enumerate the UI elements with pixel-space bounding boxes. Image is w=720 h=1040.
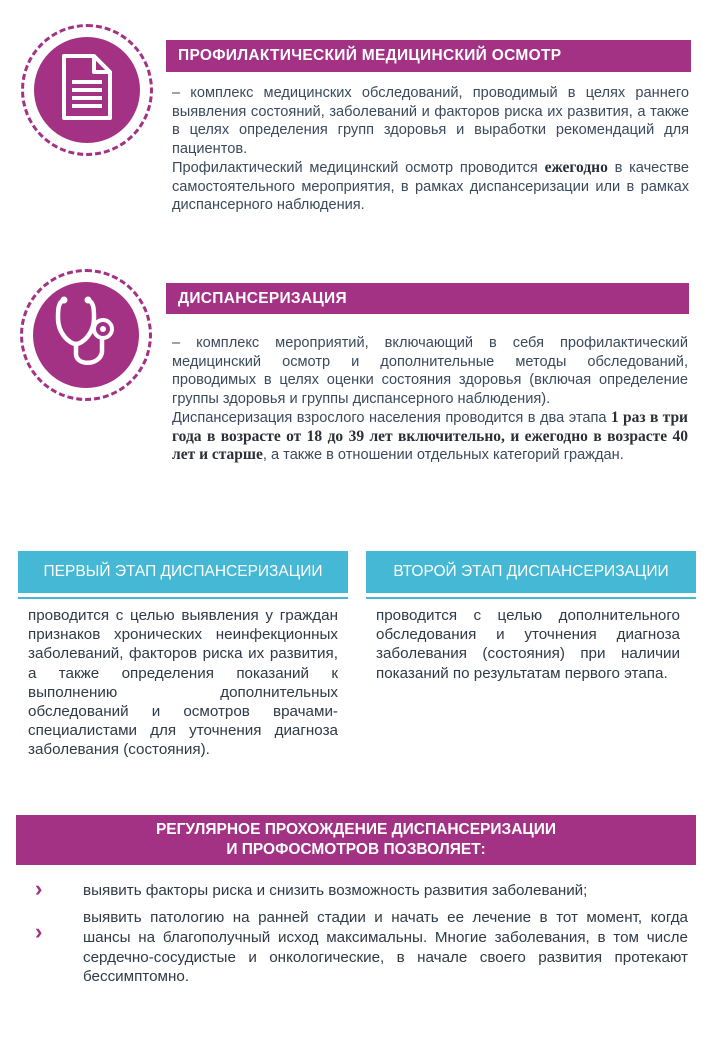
section2-text (172, 334, 688, 465)
stage1-underline (18, 597, 348, 599)
benefits-banner (16, 815, 696, 865)
benefit-item-2: выявить патологию на ранней стадии и начать ее лечение в тот момент, когда шансы на благополучный исход максимальны. Многие заболевания, в том числе сердечно-сосудистые и онкологические, в начале своего развития протекают бессимптомно. (83, 909, 688, 986)
benefits-banner-line-2: И ПРОФОСМОТРОВ ПОЗВОЛЯЕТ: (226, 841, 486, 858)
stage2-header: ВТОРОЙ ЭТАП ДИСПАНСЕРИЗАЦИИ (366, 551, 696, 593)
section2-paragraph-1: – комплекс мероприятий, включающий в себя профилактический медицинский осмотр и дополнительные методы обследований, проводимых в целях оценки состояния здоровья (включая определение группы здоровья и группы диспансерного наблюдения). (172, 335, 688, 408)
stage1-text: проводится с целью выявления у граждан признаков хронических неинфекционных заболеваний, факторов риска их развития, а также определения показаний к выполнению дополнительных обследований и осмотров врачами-специалистами для уточнения диагноза заболевания (состояния). (28, 607, 338, 759)
section2-title: ДИСПАНСЕРИЗАЦИЯ (166, 283, 689, 314)
section1-paragraph-2: Профилактический медицинский осмотр проводится ежегодно в качестве самостоятельного мероприятия, в рамках диспансеризации или в рамках диспансерного наблюдения. (172, 158, 689, 214)
section1-title: ПРОФИЛАКТИЧЕСКИЙ МЕДИЦИНСКИЙ ОСМОТР (166, 40, 691, 72)
section1-bold-frequency: ежегодно (544, 158, 608, 176)
stage2-text: проводится с целью дополнительного обследования и уточнения диагноза заболевания (состояния) при наличии показаний по результатам первого этапа. (376, 607, 680, 682)
stethoscope-icon (50, 292, 122, 374)
chevron-right-icon: › (35, 876, 43, 901)
section2-bold-schedule: 1 раз в три года в возрасте от 18 до 39 лет включительно, и ежегодно в возрасте 40 лет и старше (172, 408, 688, 464)
benefit-item-1: выявить факторы риска и снизить возможность развития заболеваний; (83, 882, 588, 899)
stage1-header: ПЕРВЫЙ ЭТАП ДИСПАНСЕРИЗАЦИИ (18, 551, 348, 593)
document-icon (58, 52, 116, 122)
section1-paragraph-1: – комплекс медицинских обследований, проводимый в целях раннего выявления состояний, заболеваний и факторов риска их развития, а также в целях определения групп здоровья и выработки рекомендаций для пациентов. (172, 85, 689, 158)
section2-paragraph-2: Диспансеризация взрослого населения проводится в два этапа 1 раз в три года в возрасте от 18 до 39 лет включительно, и ежегодно в возрасте 40 лет и старше, а также в отношении отдельных категорий граждан. (172, 408, 688, 464)
section1-text (172, 84, 689, 215)
chevron-right-icon: › (35, 919, 43, 944)
benefits-banner-line-1: РЕГУЛЯРНОЕ ПРОХОЖДЕНИЕ ДИСПАНСЕРИЗАЦИИ (155, 821, 557, 838)
stage2-underline (366, 597, 696, 599)
